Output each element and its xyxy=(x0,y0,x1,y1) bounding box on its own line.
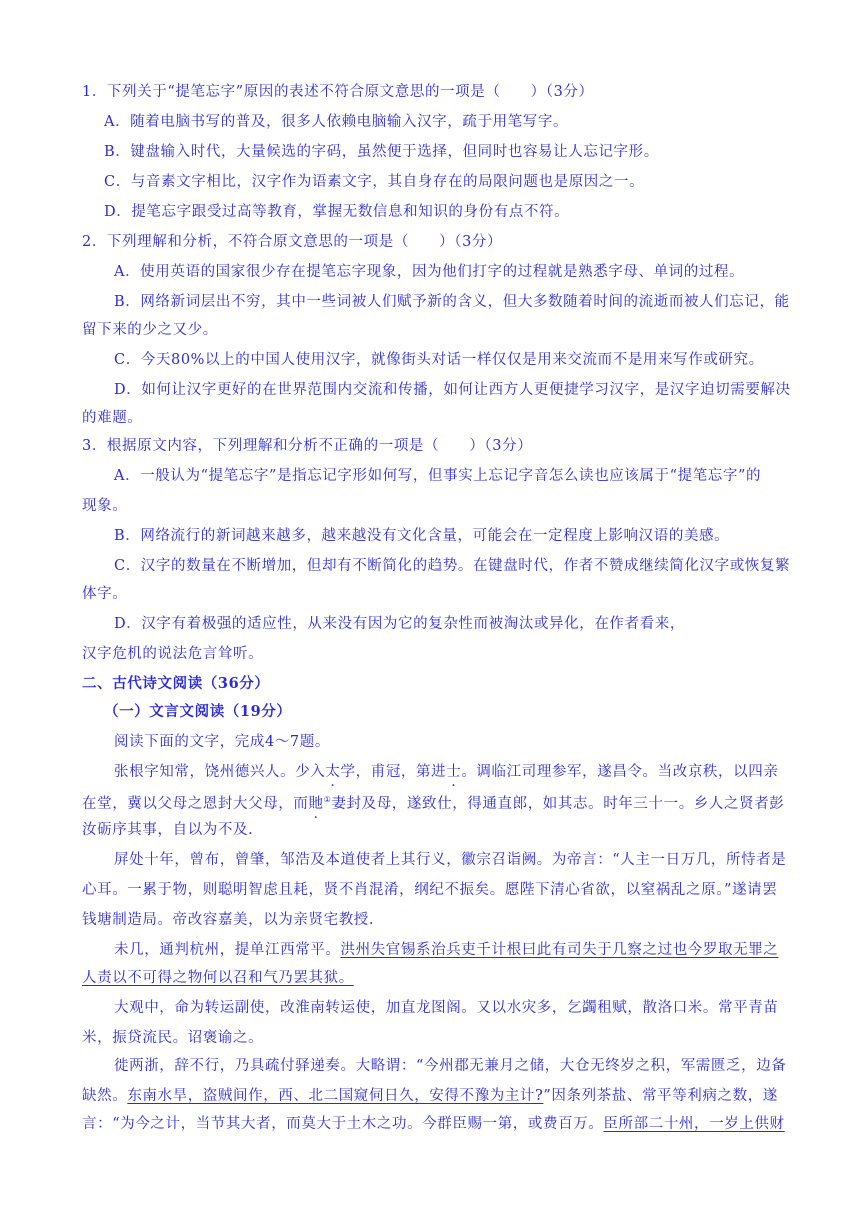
q3-option-c-cont: 体字。 xyxy=(82,586,128,602)
q2-option-b: B．网络新词层出不穷，其中一些词被人们赋予新的含义，但大多数随着时间的流逝而被人们忘记，能 xyxy=(114,294,790,310)
passage-p3-line1 xyxy=(114,940,778,960)
q2-option-c: C．今天80%以上的中国人使用汉字，就像街头对话一样仅仅是用来交流而不是用来写作或研究。 xyxy=(114,352,764,368)
q3-stem: 3．根据原文内容，下列理解和分析不正确的一项是（ ）（3分） xyxy=(82,438,533,454)
text-run: 妻封及母，遂致仕，得通直郎，如其志。时年三十一。乡人之贤者彭 xyxy=(331,795,785,812)
q1-option-a: A．随着电脑书写的普及，很多人依赖电脑输入汉字，疏于用笔写字。 xyxy=(104,114,569,130)
passage-p2-line2: 心耳。一累于物，则聪明智虑且耗，贤不肖混淆，纲纪不振矣。愿陛下清心省欲，以窒祸乱之原。”遂请罢 xyxy=(82,882,778,898)
passage-p4-line1: 大观中，命为转运副使，改淮南转运使，加直龙图阁。又以水灾多，乞蠲租赋，散洛口米。常平青苗 xyxy=(114,1000,779,1016)
passage-p1-line3: 汝砺序其事，自以为不及. xyxy=(82,822,254,838)
underlined-text: 臣所部二十州，一岁上供财 xyxy=(603,1116,785,1132)
underlined-text: 东南水旱，盗贼间作，西、北二国窥伺日久，安得不豫为主计? xyxy=(127,1088,544,1104)
q3-option-c: C．汉字的数量在不断增加，但却有不断简化的趋势。在键盘时代，作者不赞成继续简化汉字或恢复繁 xyxy=(114,558,791,574)
text-run: 。调临江司理参军，遂昌令。当改京秩，以四亲 xyxy=(461,764,779,780)
passage-p5-line1: 徙两浙，辞不行，乃具疏付驿递奏。大略谓：“今州郡无兼月之储，大仓无终岁之积，军需匮乏，边备 xyxy=(114,1058,787,1074)
text-run: 未几，通判杭州，提单江西常平。 xyxy=(114,942,341,958)
q3-option-d-cont: 汉字危机的说法危言耸听。 xyxy=(82,646,264,662)
q3-option-a-cont: 现象。 xyxy=(82,498,128,514)
passage-p1-line1 xyxy=(114,762,778,782)
underlined-text: 洪州失官锡系治兵吏千计根曰此有司失于几察之过也今罗取无罪之 xyxy=(340,942,779,958)
q1-option-d: D．提笔忘字跟受过高等教育，掌握无数信息和知识的身份有点不符。 xyxy=(104,204,570,220)
q1-option-c: C．与音素文字相比，汉字作为语素文字，其自身存在的局限问题也是原因之一。 xyxy=(104,174,645,190)
q1-stem: 1．下列关于“提笔忘字”原因的表述不符合原文意思的一项是（ ）（3分） xyxy=(82,84,594,100)
text-run: ”因条列茶盐、常平等利病之数，遂 xyxy=(543,1088,778,1104)
q3-option-b: B．网络流行的新词越来越多，越来越没有文化含量，可能会在一定程度上影响汉语的美感。 xyxy=(114,528,730,544)
text-run: 张根字知常，饶州德兴人。少入 xyxy=(114,764,326,780)
text-run: 学，甫冠，第进 xyxy=(340,764,447,780)
passage-p2-line1: 屏处十年，曾布，曾肇，邹浩及本道使者上其行义，徽宗召诣阙。为帝言：“人主一日万几，所恃者是 xyxy=(114,852,787,868)
text-run: 在堂，冀以父母之恩封大父母，而 xyxy=(82,795,309,812)
q2-option-b-cont: 留下来的少之又少。 xyxy=(82,322,218,338)
q2-option-a: A．使用英语的国家很少存在提笔忘字现象，因为他们打字的过程就是熟悉字母、单词的过程。 xyxy=(114,264,745,280)
passage-p5-line3 xyxy=(82,1114,785,1134)
passage-p2-line3: 钱塘制造局。帝改容嘉美，以为亲贤宅教授. xyxy=(82,912,375,928)
emphasis-char: 貤 xyxy=(308,795,324,812)
q2-option-d: D．如何让汉字更好的在世界范围内交流和传播，如何让西方人更便捷学习汉字，是汉字迫切需要解决 xyxy=(114,382,791,398)
instruction-text: 阅读下面的文字，完成4～7题。 xyxy=(114,734,330,750)
text-run: 缺然。 xyxy=(82,1088,128,1104)
underlined-text: 人责以不可得之物何以召和气乃罢其狱。 xyxy=(82,970,354,986)
passage-p5-line2 xyxy=(82,1086,778,1106)
emphasis-char: 士 xyxy=(446,764,462,780)
q3-option-a: A．一般认为“提笔忘字”是指忘记字形如何写，但事实上忘记字音怎么读也应该属于“提笔忘字”的 xyxy=(114,468,762,484)
section-heading: 二、古代诗文阅读（36分） xyxy=(82,675,270,692)
q2-option-d-cont: 的难题。 xyxy=(82,410,143,426)
q2-stem: 2．下列理解和分析，不符合原文意思的一项是（ ）（3分） xyxy=(82,234,503,250)
subsection-heading: （一）文言文阅读（19分） xyxy=(104,703,292,720)
emphasis-char: 太 xyxy=(325,764,341,780)
passage-p4-line2: 米，振贷流民。诏褒谕之。 xyxy=(82,1030,264,1046)
q3-option-d: D．汉字有着极强的适应性，从来没有因为它的复杂性而被淘汰或异化，在作者看来， xyxy=(114,616,685,632)
passage-p1-line2 xyxy=(82,790,784,814)
text-run: 言：“为今之计，当节其大者，而莫大于土木之功。今群臣赐一第，或费百万。 xyxy=(82,1116,604,1132)
footnote-marker: ① xyxy=(323,795,332,804)
passage-p3-line2 xyxy=(82,968,354,988)
q1-option-b: B．键盘输入时代，大量候选的字码，虽然便于选择，但同时也容易让人忘记字形。 xyxy=(104,144,659,160)
